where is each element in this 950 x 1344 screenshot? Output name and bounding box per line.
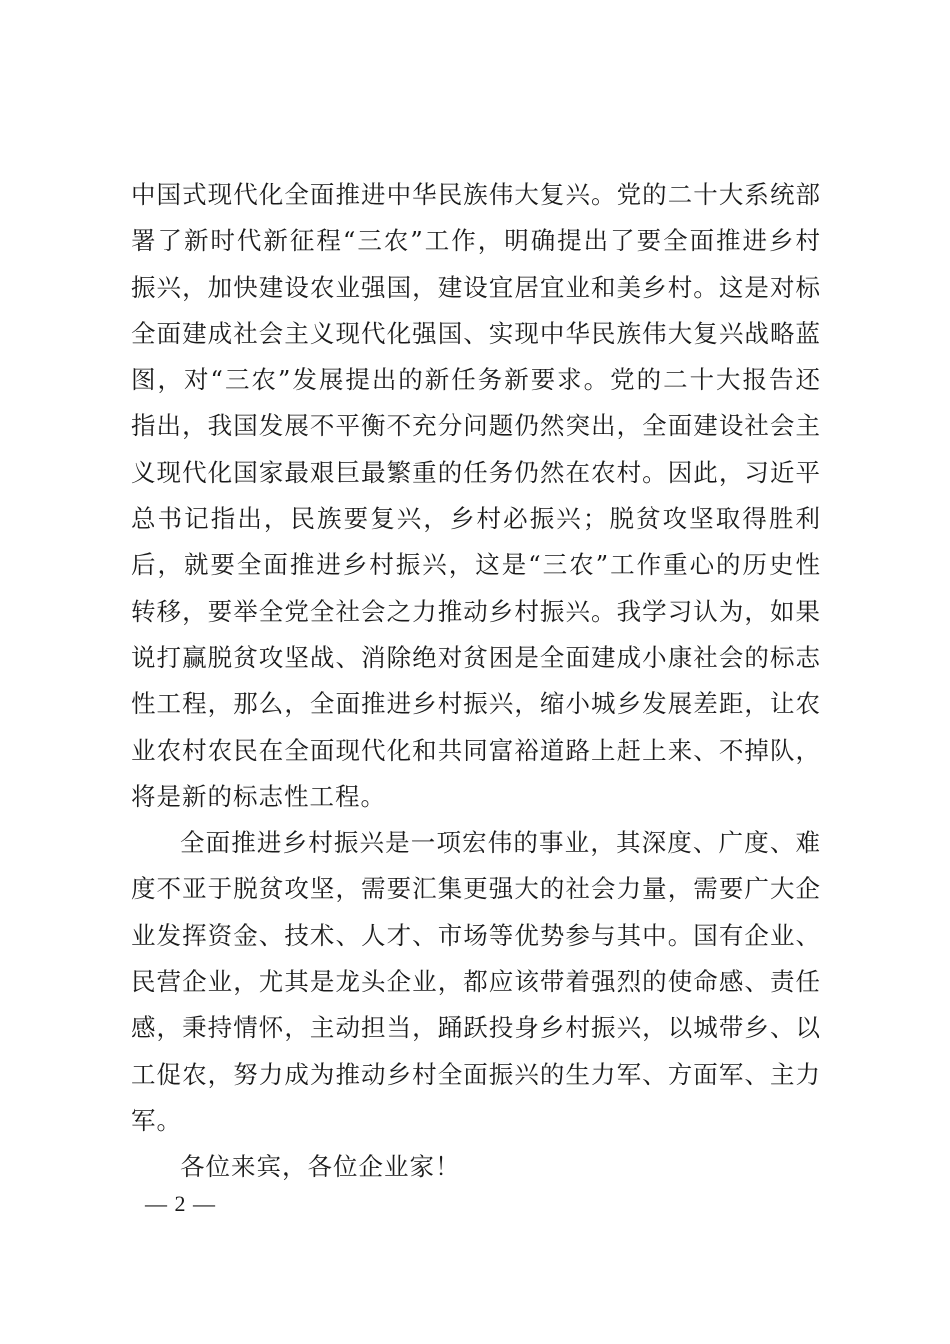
paragraph-2: 全面推进乡村振兴是一项宏伟的事业，其深度、广度、难度不亚于脱贫攻坚，需要汇集更强大的社会力量，需要广大企业发挥资金、技术、人才、市场等优势参与其中。国有企业、民营企业，尤其是龙头企业，都应该带着强烈的使命感、责任感，秉持情怀，主动担当，踊跃投身乡村振兴，以城带乡、以工促农，努力成为推动乡村全面振兴的生力军、方面军、主力军。: [131, 828, 821, 1135]
body-text: [131, 172, 821, 1191]
paragraph-3: 各位来宾，各位企业家！: [180, 1152, 461, 1182]
paragraph-1: 中国式现代化全面推进中华民族伟大复兴。党的二十大系统部署了新时代新征程“三农”工作，明确提出了要全面推进乡村振兴，加快建设农业强国，建设宜居宜业和美乡村。这是对标全面建成社会主义现代化强国、实现中华民族伟大复兴战略蓝图，对“三农”发展提出的新任务新要求。党的二十大报告还指出，我国发展不平衡不充分问题仍然突出，全面建设社会主义现代化国家最艰巨最繁重的任务仍然在农村。因此，习近平总书记指出，民族要复兴，乡村必振兴；脱贫攻坚取得胜利后，就要全面推进乡村振兴，这是“三农”工作重心的历史性转移，要举全党全社会之力推动乡村振兴。我学习认为，如果说打赢脱贫攻坚战、消除绝对贫困是全面建成小康社会的标志性工程，那么，全面推进乡村振兴，缩小城乡发展差距，让农业农村农民在全面现代化和共同富裕道路上赶上来、不掉队，将是新的标志性工程。: [131, 180, 821, 811]
page-number: — 2 —: [145, 1191, 216, 1216]
